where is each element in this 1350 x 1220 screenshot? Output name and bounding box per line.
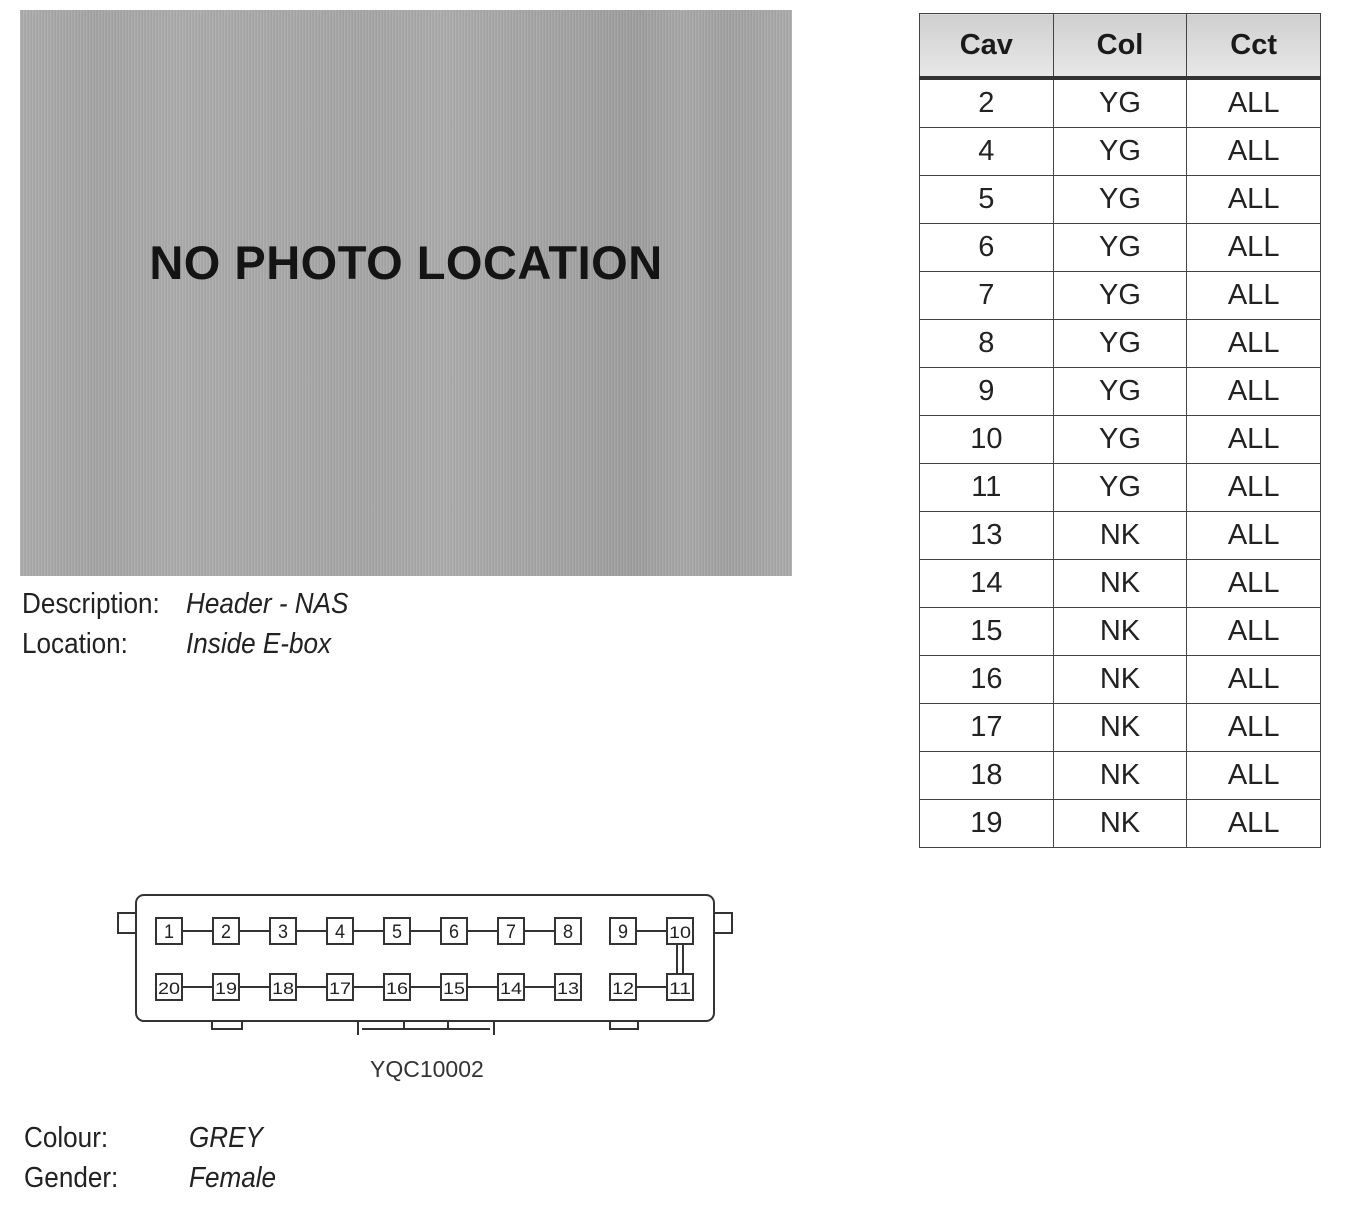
connector-face-diagram xyxy=(110,885,740,1035)
connector-pin xyxy=(610,974,636,1000)
cell-col: YG xyxy=(1053,224,1187,272)
pin-table-body xyxy=(920,78,1321,848)
photo-placeholder xyxy=(20,10,792,576)
cell-cav: 10 xyxy=(920,416,1054,464)
cell-cct: ALL xyxy=(1187,224,1321,272)
location-row xyxy=(22,624,367,664)
cell-col: YG xyxy=(1053,416,1187,464)
cell-cct: ALL xyxy=(1187,800,1321,848)
connector-pin-label: 7 xyxy=(506,922,516,943)
cell-cct: ALL xyxy=(1187,272,1321,320)
table-row xyxy=(920,224,1321,272)
connector-pin-label: 13 xyxy=(557,979,579,998)
connector-pin xyxy=(498,974,524,1000)
table-row xyxy=(920,320,1321,368)
connector-pin xyxy=(384,918,410,944)
connector-pin xyxy=(610,918,636,944)
connector-footer-info xyxy=(24,1118,286,1198)
connector-latch-right xyxy=(714,913,732,933)
cell-col: NK xyxy=(1053,704,1187,752)
description-value: Header - NAS xyxy=(186,588,349,620)
connector-pin xyxy=(555,974,581,1000)
gender-value: Female xyxy=(189,1162,277,1194)
connector-pins xyxy=(156,918,693,1000)
connector-pin xyxy=(213,918,239,944)
cell-cav: 7 xyxy=(920,272,1054,320)
connector-pin xyxy=(667,918,693,944)
connector-pin-label: 2 xyxy=(221,922,231,943)
connector-foot-left xyxy=(212,1021,242,1029)
cell-cct: ALL xyxy=(1187,368,1321,416)
connector-pin xyxy=(667,974,693,1000)
connector-pin-label: 14 xyxy=(500,979,522,998)
cell-col: NK xyxy=(1053,560,1187,608)
cell-cct: ALL xyxy=(1187,128,1321,176)
table-row xyxy=(920,704,1321,752)
cell-cav: 13 xyxy=(920,512,1054,560)
connector-pin xyxy=(384,974,410,1000)
cell-cav: 17 xyxy=(920,704,1054,752)
connector-pin-label: 17 xyxy=(329,979,351,998)
cell-col: YG xyxy=(1053,368,1187,416)
cell-cct: ALL xyxy=(1187,176,1321,224)
gender-label: Gender: xyxy=(24,1162,119,1194)
table-row xyxy=(920,368,1321,416)
cell-cav: 14 xyxy=(920,560,1054,608)
cell-col: NK xyxy=(1053,800,1187,848)
cell-cct: ALL xyxy=(1187,78,1321,128)
connector-part-number: YQC10002 xyxy=(370,1056,484,1082)
table-row xyxy=(920,176,1321,224)
connector-pin-label: 16 xyxy=(386,979,408,998)
cell-cct: ALL xyxy=(1187,704,1321,752)
table-row xyxy=(920,752,1321,800)
connector-pin xyxy=(555,918,581,944)
cell-cav: 15 xyxy=(920,608,1054,656)
cell-cct: ALL xyxy=(1187,656,1321,704)
connector-pin xyxy=(441,974,467,1000)
connector-pin-label: 9 xyxy=(618,922,628,943)
cell-cav: 16 xyxy=(920,656,1054,704)
description-row xyxy=(22,584,367,624)
connector-pin xyxy=(270,918,296,944)
cell-cct: ALL xyxy=(1187,464,1321,512)
cell-cav: 6 xyxy=(920,224,1054,272)
cell-cct: ALL xyxy=(1187,608,1321,656)
cell-cav: 18 xyxy=(920,752,1054,800)
cell-col: YG xyxy=(1053,320,1187,368)
table-row xyxy=(920,656,1321,704)
connector-pin-label: 4 xyxy=(335,922,346,943)
cell-cav: 5 xyxy=(920,176,1054,224)
table-row xyxy=(920,464,1321,512)
location-label: Location: xyxy=(22,628,128,660)
cell-col: NK xyxy=(1053,752,1187,800)
pin-table xyxy=(919,13,1321,848)
table-row xyxy=(920,560,1321,608)
connector-pin-label: 18 xyxy=(272,979,294,998)
table-row xyxy=(920,128,1321,176)
column-header-cct: Cct xyxy=(1187,14,1321,79)
connector-pin-label: 6 xyxy=(449,922,459,943)
connector-pin xyxy=(327,974,353,1000)
cell-cav: 19 xyxy=(920,800,1054,848)
cell-col: YG xyxy=(1053,128,1187,176)
column-header-col: Col xyxy=(1053,14,1187,79)
connector-pin xyxy=(441,918,467,944)
cell-col: NK xyxy=(1053,656,1187,704)
table-row xyxy=(920,78,1321,128)
table-row xyxy=(920,416,1321,464)
table-row xyxy=(920,800,1321,848)
colour-label: Colour: xyxy=(24,1122,109,1154)
pin-table-header-row xyxy=(920,14,1321,79)
cell-cct: ALL xyxy=(1187,752,1321,800)
cell-cct: ALL xyxy=(1187,320,1321,368)
connector-pin xyxy=(213,974,239,1000)
cell-cav: 4 xyxy=(920,128,1054,176)
connector-pin xyxy=(156,974,182,1000)
cell-cct: ALL xyxy=(1187,560,1321,608)
location-value: Inside E-box xyxy=(186,628,332,660)
connector-body xyxy=(136,895,714,1021)
cell-cav: 2 xyxy=(920,78,1054,128)
cell-cct: ALL xyxy=(1187,416,1321,464)
cell-cav: 9 xyxy=(920,368,1054,416)
photo-placeholder-text: NO PHOTO LOCATION xyxy=(149,236,663,289)
cell-cav: 8 xyxy=(920,320,1054,368)
connector-pin-label: 8 xyxy=(563,922,573,943)
connector-pin xyxy=(270,974,296,1000)
cell-col: YG xyxy=(1053,78,1187,128)
table-row xyxy=(920,272,1321,320)
connector-pin-label: 3 xyxy=(278,922,288,943)
connector-pin xyxy=(498,918,524,944)
description-label: Description: xyxy=(22,588,160,620)
connector-pin-label: 15 xyxy=(443,979,465,998)
connector-pin xyxy=(327,918,353,944)
cell-col: YG xyxy=(1053,272,1187,320)
cell-col: NK xyxy=(1053,608,1187,656)
connector-pin-label: 19 xyxy=(215,979,237,998)
connector-pin-label: 12 xyxy=(612,979,634,998)
connector-pin-label: 20 xyxy=(158,979,180,998)
column-header-cav: Cav xyxy=(920,14,1054,79)
connector-pin-label: 10 xyxy=(669,923,691,942)
gender-row xyxy=(24,1158,286,1198)
table-row xyxy=(920,512,1321,560)
connector-pin-label: 11 xyxy=(669,979,691,998)
colour-value: GREY xyxy=(189,1122,263,1154)
connector-pin-label: 5 xyxy=(392,922,402,943)
connector-latch-left xyxy=(118,913,136,933)
cell-col: NK xyxy=(1053,512,1187,560)
cell-col: YG xyxy=(1053,464,1187,512)
connector-header-info xyxy=(22,584,367,664)
colour-row xyxy=(24,1118,286,1158)
connector-pin xyxy=(156,918,182,944)
cell-col: YG xyxy=(1053,176,1187,224)
cell-cav: 11 xyxy=(920,464,1054,512)
connector-pin-label: 1 xyxy=(164,922,174,943)
cell-cct: ALL xyxy=(1187,512,1321,560)
table-row xyxy=(920,608,1321,656)
connector-foot-right xyxy=(610,1021,638,1029)
